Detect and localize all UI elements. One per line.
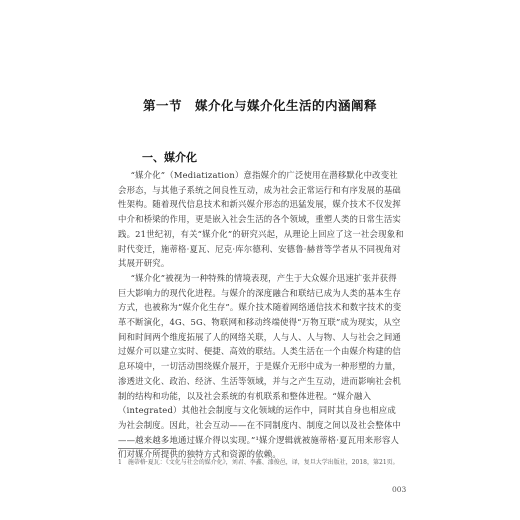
page-number: 003: [392, 485, 407, 494]
section-title: 第一节 媒介化与媒介化生活的内涵阐释: [142, 98, 377, 113]
body-text: [118, 168, 404, 462]
paragraph-1: “媒介化”（Mediatization）意指媒介的广泛使用在潜移默化中改变社会形态，与其他子系统之间良性互动，成为社会正常运行和有序发展的基础性架构。随着现代信息技术和新兴媒介形态的迅猛发展，媒介技术不仅发挥中介和桥梁的作用，更是嵌入社会生活的各个领域，重塑人类的日常生活实践。21世纪初，有关“媒介化”的研究兴起，从理论上回应了这一社会现象和时代变迁，施蒂格·夏瓦、尼克·库尔德利、安德鲁·赫普等学者从不同视角对其展开研究。: [118, 170, 404, 269]
footnote: 1 施蒂格·夏瓦：《文化与社会的媒介化》，刘君、李鑫、漆俊邑，译，复旦大学出版社，2018，第21页。: [118, 459, 399, 466]
footnote-divider: [118, 448, 176, 449]
paragraph-2: “媒介化”被视为一种特殊的情境表现，产生于大众媒介迅速扩张并获得巨大影响力的现代化进程。与媒介的深度融合和联结已成为人类的基本生存方式，也被称为“媒介化生存”。媒介技术随着网络通信技术和数字技术的变革不断演化，4G、5G、物联网和移动终端使得“万物互联”成为现实，从空间和时间两个维度拓展了人的网络关联，人与人、人与物、人与社会之间通过媒介可以建立实时、便捷、高效的联结。人类生活在一个由媒介构建的信息环境中，一切活动围绕媒介展开，于是媒介无形中成为一种形塑的力量，渗透进文化、政治、经济、生活等领域，并与之产生互动，进而影响社会机制的结构和功能，以及社会系统的有机联系和整体进程。“媒介融入（integrated）其他社会制度与文化领域的运作中，同时其自身也相应成为社会制度。因此，社会互动——在不同制度内、制度之间以及社会整体中——越来越多地通过媒介得以实现。”¹媒介逻辑就被施蒂格·夏瓦用来形容人们对媒介所提供的独特方式和资源的依赖。: [118, 272, 402, 460]
subsection-title: 一、媒介化: [142, 151, 197, 164]
